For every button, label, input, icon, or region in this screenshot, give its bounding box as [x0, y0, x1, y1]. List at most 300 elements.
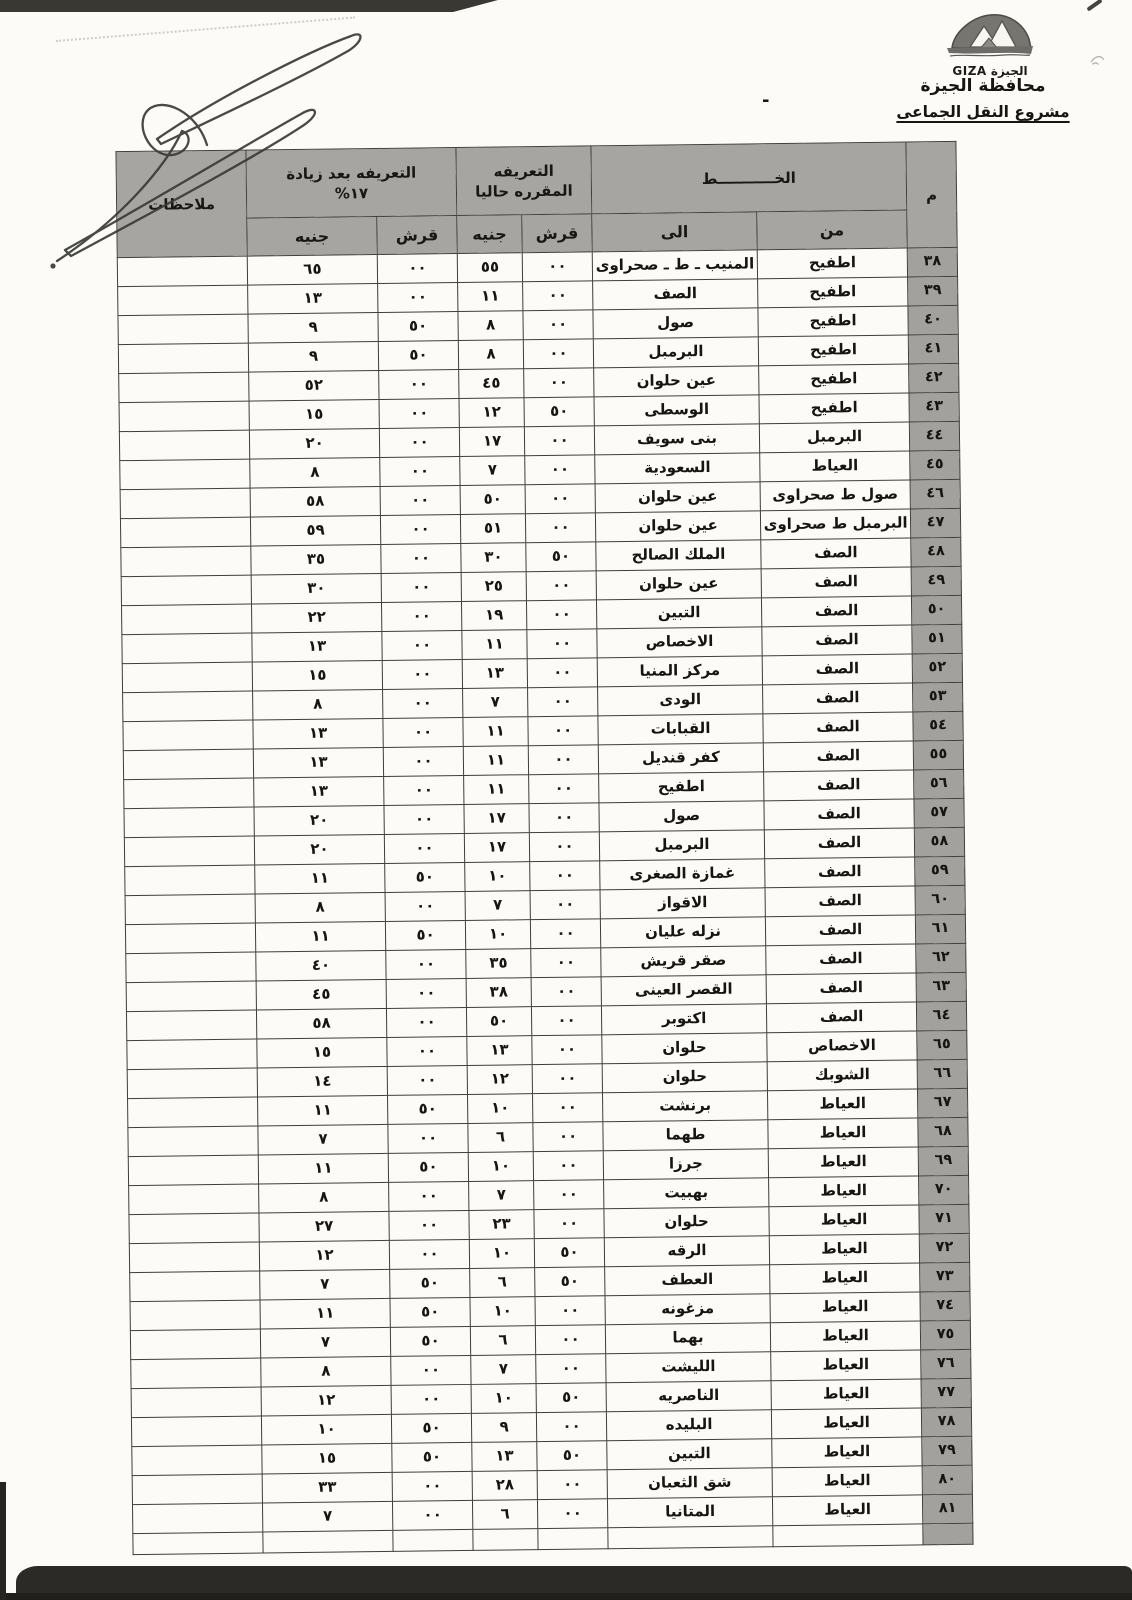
row-current-pounds: ٥١	[460, 514, 525, 544]
row-increased-pounds: ٥٩	[250, 515, 380, 546]
increased-tariff-line1: التعريفه بعد زيادة	[286, 163, 417, 183]
row-notes	[132, 1503, 262, 1534]
row-notes	[121, 546, 251, 577]
row-from: الصف	[764, 799, 914, 830]
row-serial: ٧٧	[921, 1378, 971, 1408]
row-notes	[131, 1416, 261, 1447]
current-tariff-line1: التعريفه	[493, 161, 554, 181]
row-increased-piasters: ٥٠	[378, 312, 458, 342]
row-from: الصف	[763, 712, 913, 743]
row-from: الصف	[765, 857, 915, 888]
row-current-pounds: ٩	[471, 1413, 536, 1443]
row-notes	[128, 1126, 258, 1157]
row-to: اكتوبر	[601, 1004, 766, 1035]
fare-table-body	[117, 247, 973, 1533]
row-notes	[118, 285, 248, 316]
col-header-current-pounds: جنيه	[457, 215, 522, 254]
row-current-pounds: ١٧	[464, 833, 529, 863]
row-serial: ٧٠	[919, 1175, 969, 1205]
row-from: الصف	[762, 654, 912, 685]
row-from: اطفيح	[758, 306, 908, 337]
row-increased-pounds: ١١	[260, 1298, 390, 1329]
row-current-pounds: ٥٠	[460, 485, 525, 515]
row-to: عين حلوان	[596, 569, 761, 600]
scan-edge-left	[0, 1482, 6, 1600]
row-notes	[120, 488, 250, 519]
row-notes	[120, 517, 250, 548]
org-title-block	[890, 76, 1076, 121]
row-current-pounds: ١٠	[468, 1094, 533, 1124]
row-to: الوسطى	[594, 395, 759, 426]
row-serial: ٦٧	[918, 1088, 968, 1118]
row-current-pounds: ١٧	[459, 427, 524, 457]
row-increased-pounds: ٣٥	[251, 544, 381, 575]
logo-caption: الجيزة GIZA	[952, 64, 1028, 78]
col-header-increased-pounds: جنيه	[247, 216, 377, 256]
row-increased-piasters: ٥٠	[391, 1413, 471, 1443]
row-increased-piasters: ٠٠	[379, 428, 459, 458]
row-from: البرمبل	[759, 422, 909, 453]
row-to: السعودية	[595, 453, 760, 484]
row-increased-piasters: ٠٠	[384, 804, 464, 834]
row-current-pounds: ٦	[470, 1326, 535, 1356]
row-serial: ٦٨	[918, 1117, 968, 1147]
trailing-cell	[773, 1524, 923, 1547]
project-title: مشروع النقل الجماعى	[896, 103, 1070, 121]
row-serial: ٦٤	[916, 1001, 966, 1031]
row-increased-piasters: ٠٠	[381, 543, 461, 573]
row-serial: ٧٨	[921, 1407, 971, 1437]
col-header-current-piasters: قرش	[522, 214, 592, 253]
row-from: البرمبل ط صحراوى	[760, 509, 910, 540]
row-from: اطفيح	[759, 364, 909, 395]
row-increased-pounds: ٣٣	[262, 1472, 392, 1503]
row-current-piasters: ٠٠	[533, 1122, 603, 1152]
row-current-piasters: ٠٠	[529, 774, 599, 804]
fare-table	[115, 141, 973, 1555]
row-current-piasters: ٠٠	[528, 687, 598, 717]
row-from: العياط	[770, 1263, 920, 1294]
row-increased-piasters: ٠٠	[386, 978, 466, 1008]
row-increased-pounds: ١٣	[252, 631, 382, 662]
row-increased-piasters: ٠٠	[385, 891, 465, 921]
row-current-pounds: ٧	[469, 1181, 534, 1211]
row-to: الودى	[598, 685, 763, 716]
row-to: حلوان	[604, 1207, 769, 1238]
row-from: العياط	[770, 1292, 920, 1323]
row-serial: ٥٧	[914, 798, 964, 828]
row-increased-pounds: ١٠	[261, 1414, 391, 1445]
row-to: عين حلوان	[595, 511, 760, 542]
row-from: العياط	[772, 1495, 922, 1526]
row-increased-pounds: ٨	[253, 689, 383, 720]
row-increased-pounds: ١٥	[262, 1443, 392, 1474]
row-serial: ٥٤	[913, 711, 963, 741]
row-from: الصف	[766, 1002, 916, 1033]
row-current-pounds: ٣٨	[466, 978, 531, 1008]
row-increased-piasters: ٥٠	[385, 862, 465, 892]
stray-dash: -	[762, 90, 770, 111]
row-increased-piasters: ٠٠	[378, 283, 458, 313]
row-increased-piasters: ٠٠	[377, 254, 457, 284]
row-current-pounds: ١٠	[470, 1297, 535, 1327]
row-increased-pounds: ٤٥	[256, 979, 386, 1010]
row-from: العياط	[768, 1147, 918, 1178]
col-header-serial: م	[906, 141, 957, 248]
row-serial: ٦١	[915, 914, 965, 944]
row-current-pounds: ٤٥	[459, 369, 524, 399]
row-from: الصف	[766, 944, 916, 975]
row-increased-piasters: ٥٠	[388, 1094, 468, 1124]
row-current-pounds: ١٧	[464, 804, 529, 834]
row-serial: ٥٠	[911, 595, 961, 625]
row-current-pounds: ٧	[465, 891, 530, 921]
row-increased-pounds: ١٣	[253, 747, 383, 778]
row-from: الصف	[763, 683, 913, 714]
row-current-piasters: ٠٠	[534, 1209, 604, 1239]
row-notes	[128, 1097, 258, 1128]
row-serial: ٤١	[908, 334, 958, 364]
row-increased-pounds: ٢٢	[251, 602, 381, 633]
row-notes	[123, 749, 253, 780]
trailing-cell	[608, 1526, 773, 1549]
row-to: الاخصاص	[597, 627, 762, 658]
row-to: اطفيح	[599, 772, 764, 803]
row-notes	[129, 1213, 259, 1244]
row-notes	[129, 1184, 259, 1215]
row-serial: ٤٣	[909, 392, 959, 422]
paper-edge-dotted-line	[56, 16, 355, 42]
row-to: التبين	[607, 1439, 772, 1470]
row-notes	[126, 981, 256, 1012]
row-current-piasters: ٠٠	[525, 484, 595, 514]
row-to: الملك الصالح	[596, 540, 761, 571]
row-increased-piasters: ٥٠	[390, 1326, 470, 1356]
row-notes	[130, 1300, 260, 1331]
row-increased-piasters: ٠٠	[384, 775, 464, 805]
row-notes	[123, 691, 253, 722]
row-current-piasters: ٠٠	[523, 339, 593, 369]
row-notes	[122, 662, 252, 693]
row-to: القصر العينى	[601, 975, 766, 1006]
row-to: بهبيت	[604, 1178, 769, 1209]
row-notes	[129, 1242, 259, 1273]
row-increased-pounds: ٥٨	[250, 486, 380, 517]
row-from: الصف	[766, 973, 916, 1004]
row-current-piasters: ٥٠	[534, 1238, 604, 1268]
row-from: العياط	[772, 1466, 922, 1497]
row-serial: ٦٥	[917, 1030, 967, 1060]
row-increased-piasters: ٠٠	[389, 1239, 469, 1269]
row-current-piasters: ٥٠	[536, 1383, 606, 1413]
row-to: عين حلوان	[595, 482, 760, 513]
row-serial: ٧٥	[920, 1320, 970, 1350]
row-increased-pounds: ٢٧	[259, 1211, 389, 1242]
row-increased-pounds: ١٣	[254, 776, 384, 807]
row-current-pounds: ١٢	[459, 398, 524, 428]
row-current-piasters: ٠٠	[531, 977, 601, 1007]
row-serial: ٦٠	[915, 885, 965, 915]
col-header-to: الى	[592, 212, 757, 252]
row-current-pounds: ٧	[460, 456, 525, 486]
row-increased-pounds: ١٥	[257, 1037, 387, 1068]
row-serial: ٤٧	[910, 508, 960, 538]
row-increased-piasters: ٠٠	[387, 1065, 467, 1095]
row-current-piasters: ٠٠	[525, 513, 595, 543]
row-from: العياط	[771, 1350, 921, 1381]
row-notes	[125, 923, 255, 954]
row-serial: ٤٤	[909, 421, 959, 451]
row-current-pounds: ١٠	[465, 862, 530, 892]
row-current-piasters: ٠٠	[524, 426, 594, 456]
row-serial: ٧٩	[922, 1436, 972, 1466]
row-increased-piasters: ٠٠	[382, 659, 462, 689]
row-notes	[131, 1387, 261, 1418]
row-increased-pounds: ٨	[259, 1182, 389, 1213]
row-current-piasters: ٠٠	[527, 658, 597, 688]
row-current-piasters: ٠٠	[526, 600, 596, 630]
row-increased-pounds: ٧	[260, 1269, 390, 1300]
row-serial: ٣٨	[907, 247, 957, 277]
row-current-piasters: ٠٠	[536, 1412, 606, 1442]
row-increased-piasters: ٠٠	[389, 1210, 469, 1240]
row-current-piasters: ٠٠	[528, 716, 598, 746]
row-current-pounds: ١٠	[468, 1152, 533, 1182]
row-increased-piasters: ٠٠	[383, 717, 463, 747]
row-increased-piasters: ٠٠	[382, 630, 462, 660]
row-to: صقر قريش	[601, 946, 766, 977]
row-notes	[131, 1358, 261, 1389]
row-increased-piasters: ٠٠	[386, 1007, 466, 1037]
row-current-pounds: ١٢	[467, 1065, 532, 1095]
row-increased-pounds: ٢٠	[249, 428, 379, 459]
row-increased-piasters: ٠٠	[388, 1123, 468, 1153]
row-current-piasters: ٠٠	[529, 803, 599, 833]
row-current-pounds: ٣٠	[461, 543, 526, 573]
row-increased-pounds: ٥٢	[249, 370, 379, 401]
row-serial: ٧٣	[920, 1262, 970, 1292]
row-increased-piasters: ٥٠	[390, 1268, 470, 1298]
row-to: التبين	[596, 598, 761, 629]
row-from: العياط	[769, 1205, 919, 1236]
row-serial: ٧٢	[919, 1233, 969, 1263]
row-increased-piasters: ٠٠	[391, 1384, 471, 1414]
row-current-pounds: ٨	[458, 340, 523, 370]
row-from: العياط	[772, 1437, 922, 1468]
row-increased-pounds: ١١	[255, 863, 385, 894]
col-header-increased-piasters: قرش	[377, 216, 457, 255]
trailing-serial-cell	[923, 1523, 973, 1545]
row-notes	[124, 836, 254, 867]
row-current-piasters: ٠٠	[536, 1354, 606, 1384]
row-increased-piasters: ٠٠	[389, 1181, 469, 1211]
row-notes	[122, 604, 252, 635]
row-serial: ٣٩	[908, 276, 958, 306]
row-current-piasters: ٠٠	[531, 948, 601, 978]
row-notes	[127, 1068, 257, 1099]
row-serial: ٦٩	[918, 1146, 968, 1176]
row-to: المنيب ـ ط ـ صحراوى	[592, 250, 757, 281]
col-header-from: من	[757, 210, 907, 250]
row-from: الصف	[761, 567, 911, 598]
row-notes	[117, 256, 247, 287]
row-increased-pounds: ٢٠	[254, 805, 384, 836]
row-increased-pounds: ٤٠	[256, 950, 386, 981]
trailing-cell	[393, 1529, 473, 1551]
row-to: مزغونه	[605, 1294, 770, 1325]
row-to: شق الثعبان	[607, 1468, 772, 1499]
row-current-pounds: ٢٨	[472, 1471, 537, 1501]
row-increased-piasters: ٠٠	[383, 746, 463, 776]
row-from: العياط	[760, 451, 910, 482]
row-serial: ٥٦	[914, 769, 964, 799]
row-from: الشوبك	[767, 1060, 917, 1091]
row-from: العياط	[769, 1176, 919, 1207]
row-to: طهما	[603, 1120, 768, 1151]
row-current-piasters: ٥٠	[524, 397, 594, 427]
row-current-pounds: ١١	[464, 775, 529, 805]
row-serial: ٧٦	[921, 1349, 971, 1379]
giza-logo-block	[938, 10, 1042, 78]
row-to: بنى سويف	[594, 424, 759, 455]
row-notes	[126, 952, 256, 983]
row-current-piasters: ٠٠	[525, 455, 595, 485]
row-serial: ٦٢	[916, 943, 966, 973]
row-current-piasters: ٠٠	[535, 1296, 605, 1326]
row-current-piasters: ٠٠	[530, 890, 600, 920]
row-current-pounds: ٨	[458, 311, 523, 341]
row-increased-pounds: ٢٠	[254, 834, 384, 865]
row-serial: ٦٣	[916, 972, 966, 1002]
row-increased-pounds: ٣٠	[251, 573, 381, 604]
row-to: صول	[593, 308, 758, 339]
row-current-pounds: ١٣	[467, 1036, 532, 1066]
row-increased-pounds: ٧	[258, 1124, 388, 1155]
row-current-piasters: ٠٠	[530, 919, 600, 949]
row-increased-pounds: ٦٥	[247, 254, 377, 285]
row-increased-pounds: ١٥	[249, 399, 379, 430]
row-serial: ٤٨	[911, 537, 961, 567]
row-from: اطفيح	[759, 393, 909, 424]
row-notes	[122, 633, 252, 664]
row-from: الصف	[764, 770, 914, 801]
row-increased-pounds: ١١	[258, 1153, 388, 1184]
row-from: الصف	[761, 538, 911, 569]
row-from: اطفيح	[758, 335, 908, 366]
row-current-piasters: ٠٠	[528, 745, 598, 775]
row-serial: ٥١	[912, 624, 962, 654]
row-current-piasters: ٠٠	[537, 1470, 607, 1500]
row-serial: ٤٥	[910, 450, 960, 480]
row-current-piasters: ٥٠	[537, 1441, 607, 1471]
scan-band-bottom-edge	[0, 1593, 1132, 1600]
trailing-cell	[263, 1530, 393, 1553]
row-notes	[127, 1039, 257, 1070]
row-current-pounds: ١١	[462, 630, 527, 660]
row-from: الصف	[761, 596, 911, 627]
row-increased-pounds: ٩	[248, 312, 378, 343]
row-increased-pounds: ١٢	[259, 1240, 389, 1271]
row-increased-pounds: ٥٨	[256, 1008, 386, 1039]
row-to: الصف	[593, 279, 758, 310]
ink-smudge	[1088, 50, 1107, 69]
row-from: الصف	[762, 625, 912, 656]
row-current-piasters: ٠٠	[522, 252, 592, 282]
row-to: مركز المنيا	[597, 656, 762, 687]
row-serial: ٥٥	[913, 740, 963, 770]
row-to: البرمبل	[593, 337, 758, 368]
row-increased-pounds: ١٢	[261, 1385, 391, 1416]
col-header-increased-tariff	[246, 148, 457, 219]
row-increased-piasters: ٠٠	[383, 688, 463, 718]
row-notes	[124, 778, 254, 809]
row-to: صول	[599, 801, 764, 832]
row-increased-piasters: ٠٠	[391, 1355, 471, 1385]
row-serial: ٤٢	[909, 363, 959, 393]
row-to: البليده	[606, 1410, 771, 1441]
row-notes	[125, 894, 255, 925]
row-notes	[132, 1474, 262, 1505]
row-current-piasters: ٠٠	[523, 310, 593, 340]
row-current-pounds: ٦	[470, 1268, 535, 1298]
row-to: عين حلوان	[594, 366, 759, 397]
row-serial: ٤٠	[908, 305, 958, 335]
row-current-pounds: ١٠	[471, 1384, 536, 1414]
row-to: نزله عليان	[600, 917, 765, 948]
row-current-pounds: ١١	[458, 282, 523, 312]
row-increased-piasters: ٥٠	[390, 1297, 470, 1327]
row-to: المتانيا	[607, 1497, 772, 1528]
row-current-piasters: ٥٠	[535, 1267, 605, 1297]
row-increased-piasters: ٠٠	[380, 457, 460, 487]
row-from: العياط	[769, 1234, 919, 1265]
row-notes	[130, 1271, 260, 1302]
row-to: القبابات	[598, 714, 763, 745]
row-to: حلوان	[602, 1033, 767, 1064]
row-current-pounds: ٧	[463, 688, 528, 718]
row-to: الرقه	[604, 1236, 769, 1267]
row-from: الصف	[764, 828, 914, 859]
row-increased-pounds: ٨	[250, 457, 380, 488]
row-notes	[125, 865, 255, 896]
row-from: اطفيح	[757, 248, 907, 279]
row-current-pounds: ٢٥	[461, 572, 526, 602]
row-current-pounds: ٥٠	[466, 1007, 531, 1037]
row-current-pounds: ١٣	[472, 1442, 537, 1472]
row-notes	[130, 1329, 260, 1360]
row-to: برنشت	[603, 1091, 768, 1122]
row-from: اطفيح	[758, 277, 908, 308]
row-from: الاخصاص	[767, 1031, 917, 1062]
row-increased-piasters: ٠٠	[379, 370, 459, 400]
row-notes	[132, 1445, 262, 1476]
row-increased-pounds: ١٤	[257, 1066, 387, 1097]
row-current-pounds: ٧	[471, 1355, 536, 1385]
row-from: العياط	[770, 1321, 920, 1352]
row-from: العياط	[771, 1379, 921, 1410]
row-current-pounds: ١٠	[465, 920, 530, 950]
row-serial: ٤٩	[911, 566, 961, 596]
row-current-pounds: ٦	[472, 1500, 537, 1530]
row-to: حلوان	[602, 1062, 767, 1093]
row-increased-piasters: ٠٠	[379, 399, 459, 429]
row-current-piasters: ٠٠	[533, 1151, 603, 1181]
row-to: الليشت	[606, 1352, 771, 1383]
row-increased-piasters: ٥٠	[385, 920, 465, 950]
row-current-piasters: ٠٠	[524, 368, 594, 398]
row-serial: ٨١	[922, 1494, 972, 1524]
row-increased-pounds: ٨	[255, 892, 385, 923]
